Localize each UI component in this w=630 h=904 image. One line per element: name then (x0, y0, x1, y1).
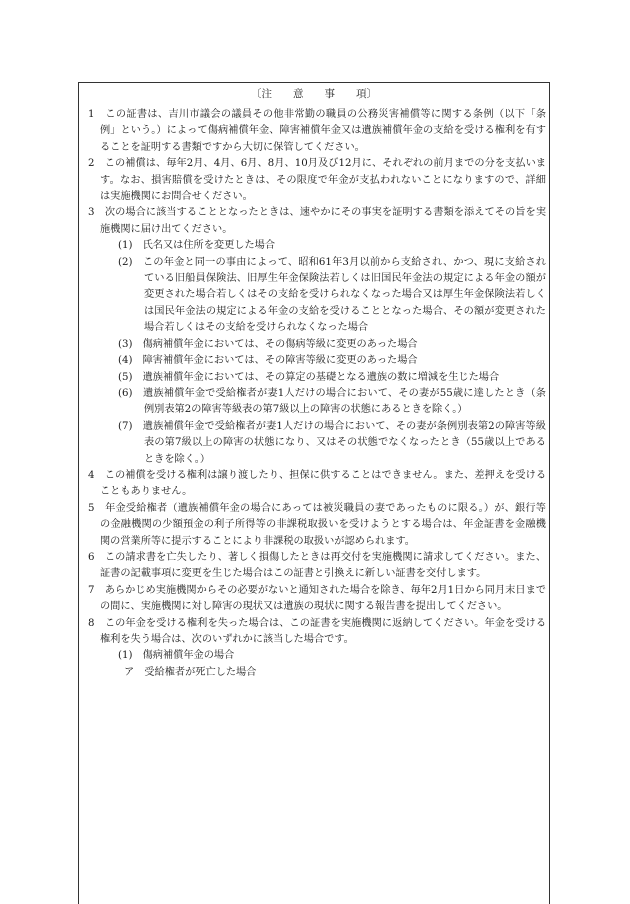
item-8-subsub-a: ア 受給権者が死亡した場合 (124, 666, 257, 678)
item-7: 7 あらかじめ実施機関からその必要がないと通知された場合を除き、毎年2月1日から同月末日までの間に、実施機関に対し障害の現状又は遺族の現状に関する報告書を提出してください。 (88, 584, 546, 613)
item-1: 1 この証書は、吉川市議会の議員その他非常勤の職員の公務災害補償等に関する条例（以下「条例」という。）によって傷病補償年金、障害補償年金又は遺族補償年金の支給を受ける権利を有することを証明する書類ですから大切に保管してください。 (88, 109, 547, 153)
item-3-sub-3: (3) 傷病補償年金においては、その傷病等級に変更のあった場合 (118, 338, 418, 350)
item-3-sub-2: (2) この年金と同一の事由によって、昭和61年3月以前から支給され、かつ、現に支給されている旧船員保険法、旧厚生年金保険法若しくは旧国民年金法の規定による年金の額が変更された場合若しくはその支給を受けられなくなった場合又は厚生年金保険法若しくは国民年金法の規定による年金の支給を受けることとなった場合、その額が変更された場合若しくはその支給を受けられなくなった場合 (118, 256, 546, 334)
item-3: 3 次の場合に該当することとなったときは、速やかにその事実を証明する書類を添えてその旨を実施機関に届け出てください。 (88, 207, 547, 235)
item-2: 2 この補償は、毎年2月、4月、6月、8月、10月及び12月に、それぞれの前月までの分を支払います。なお、損害賠償を受けたときは、その限度で年金が支払われないことになりますので、詳細は実施機関にお問合せください。 (88, 158, 546, 203)
item-3-sub-1: (1) 氏名又は住所を変更した場合 (118, 240, 276, 252)
notice-body (88, 107, 546, 681)
item-8: 8 この年金を受ける権利を失った場合は、この証書を実施機関に返納してください。年金を受ける権利を失う場合は、次のいずれかに該当した場合です。 (88, 617, 547, 645)
item-3-sub-7: (7) 遺族補償年金で受給権者が妻1人だけの場合において、その妻が条例別表第2の障害等級表の第7級以上の障害の状態になり、又はその状態でなくなったとき（55歳以上であるときを除く。） (118, 420, 546, 465)
item-3-sub-6: (6) 遺族補償年金で受給権者が妻1人だけの場合において、その妻が55歳に達したとき（条例別表第2の障害等級表の第7級以上の障害の状態にあるときを除く。） (118, 387, 546, 416)
item-6: 6 この請求書を亡失したり、著しく損傷したときは再交付を実施機関に請求してください。また、証書の記載事項に変更を生じた場合はこの証書と引換えに新しい証書を交付します。 (88, 551, 547, 580)
item-4: 4 この補償を受ける権利は譲り渡したり、担保に供することはできません。また、差押えを受けることもありません。 (88, 469, 547, 498)
item-3-sub-4: (4) 障害補償年金においては、その障害等級に変更のあった場合 (118, 355, 418, 367)
item-8-sub-1: (1) 傷病補償年金の場合 (118, 650, 235, 662)
item-5: 5 年金受給権者（遺族補償年金の場合にあっては被災職員の妻であったものに限る。）が、銀行等の金融機関の少額預金の利子所得等の非課税取扱いを受けようとする場合は、年金証書を金融機関の営業所等に提示することにより非課税の取扱いが認められます。 (88, 502, 546, 547)
item-3-sub-5: (5) 遺族補償年金においては、その算定の基礎となる遺族の数に増減を生じた場合 (118, 371, 500, 383)
page-title: 〔注 意 事 項〕 (251, 88, 377, 100)
